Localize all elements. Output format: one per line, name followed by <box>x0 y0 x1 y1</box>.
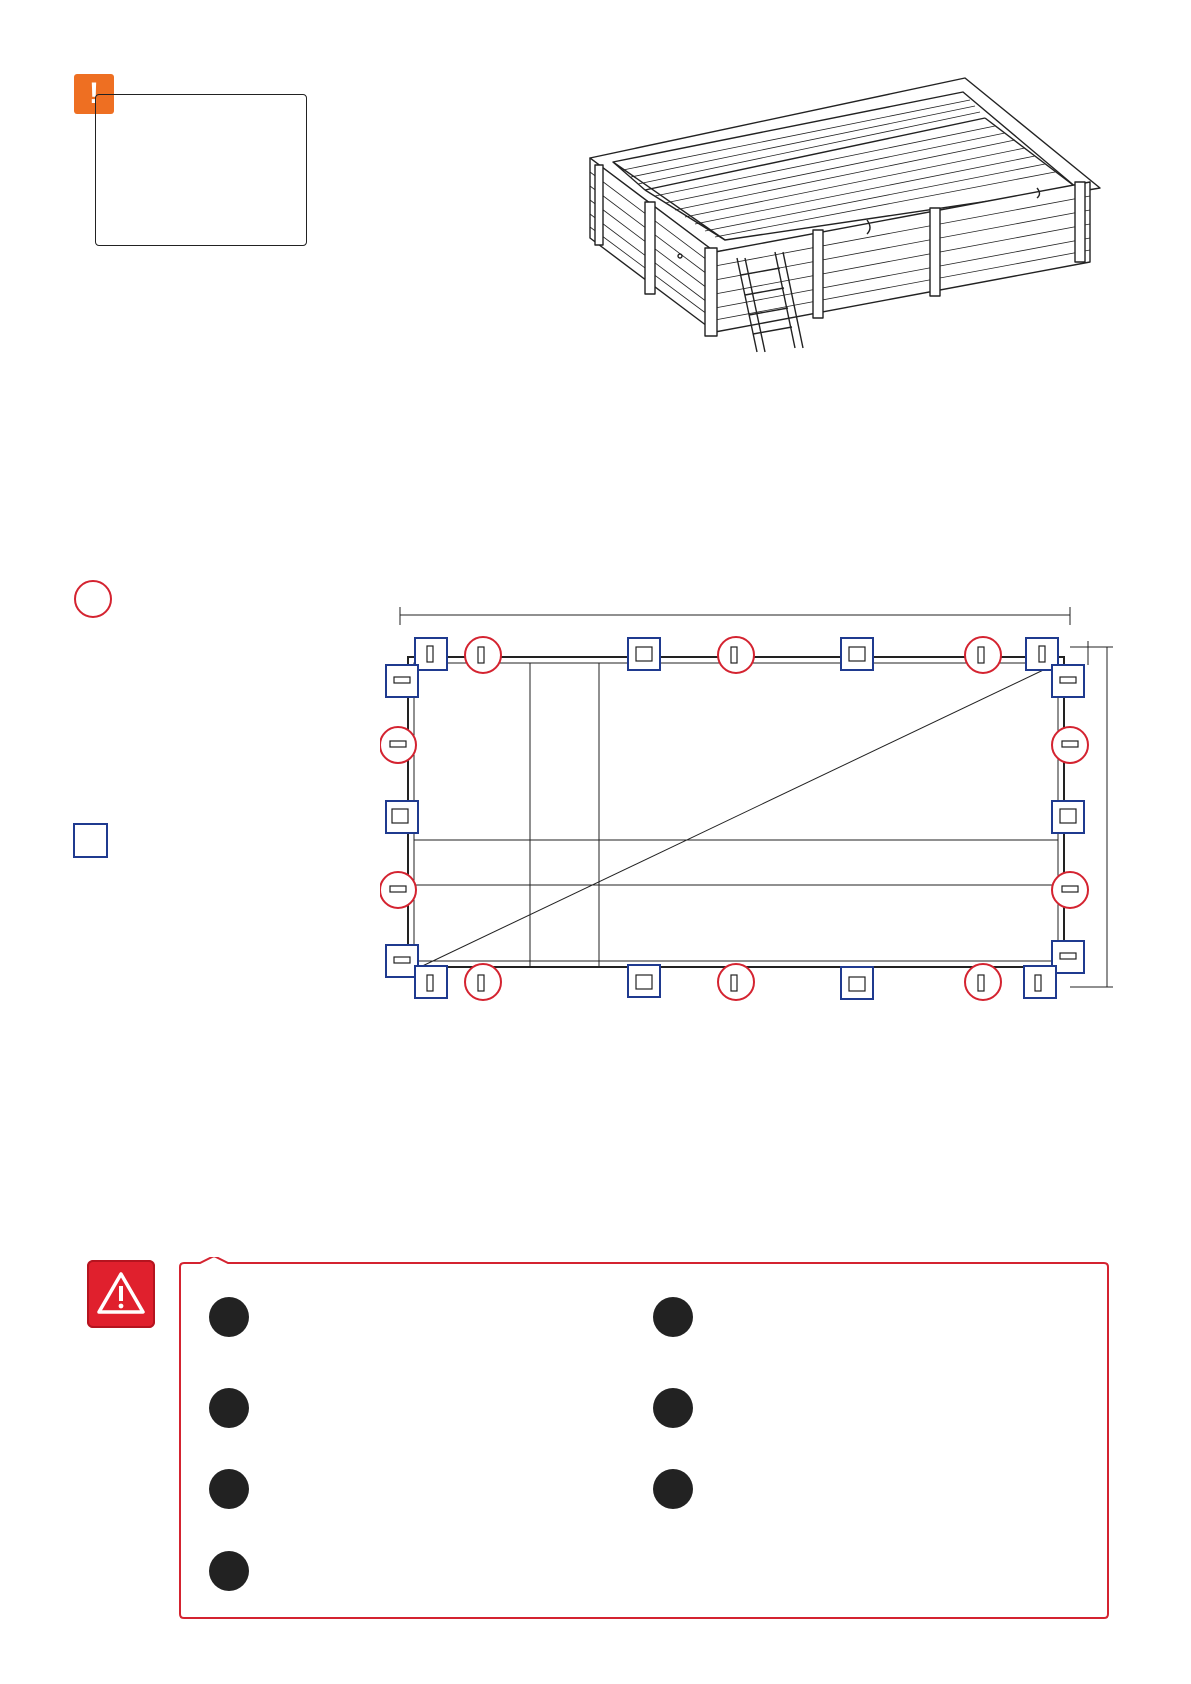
round-post-legend-icon <box>74 580 112 618</box>
step-bullet-4 <box>209 1551 249 1591</box>
round-post-markers <box>380 637 1088 1000</box>
step-bullet-7 <box>653 1469 693 1509</box>
warning-icon <box>87 1260 155 1328</box>
square-post-markers <box>386 638 1084 999</box>
step-bullet-6 <box>653 1388 693 1428</box>
caution-icon: ! <box>74 74 114 114</box>
caution-note-box <box>95 94 307 246</box>
step-bullet-3 <box>209 1469 249 1509</box>
square-post-legend-icon <box>73 823 108 858</box>
step-bullet-5 <box>653 1297 693 1337</box>
warning-triangle-icon <box>87 1260 155 1328</box>
step-bullet-1 <box>209 1297 249 1337</box>
step-bullet-2 <box>209 1388 249 1428</box>
pool-illustration <box>585 70 1105 370</box>
warning-panel <box>176 1257 1114 1624</box>
pool-plan-diagram <box>380 595 1120 1015</box>
